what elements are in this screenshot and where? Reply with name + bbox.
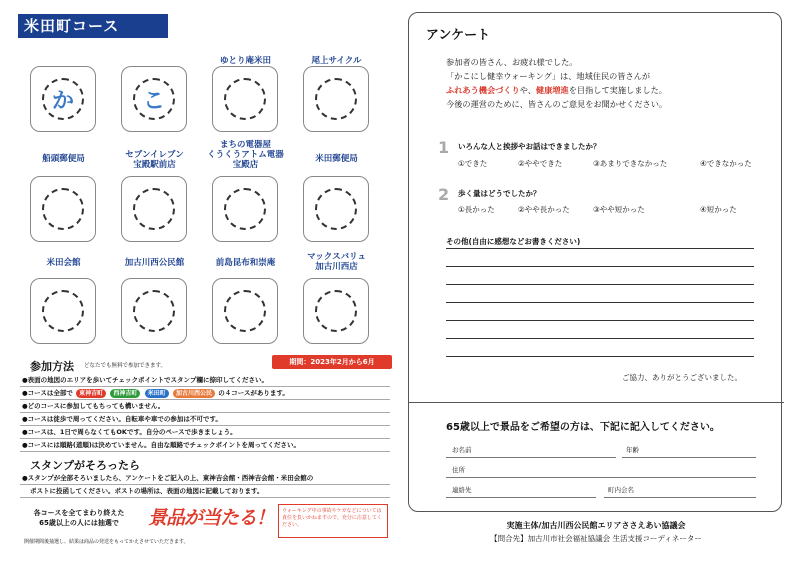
town-field[interactable] bbox=[604, 497, 756, 498]
question-1-number: 1 bbox=[438, 138, 450, 157]
question-2-number: 2 bbox=[438, 185, 450, 204]
rule-1: ●表面の地図のエリアを歩いてチェックポイントでスタンプ欄に捺印してください。 bbox=[20, 374, 390, 387]
comment-line[interactable] bbox=[446, 338, 754, 339]
phone-label: 連絡先 bbox=[452, 486, 472, 494]
name-label: お名前 bbox=[452, 446, 472, 454]
checkpoint-grid bbox=[26, 52, 376, 352]
rule-2-post: の４コースがあります。 bbox=[218, 389, 289, 397]
prize-eligibility: 各コースを全てまわり終えた 65歳以上の人には抽選で bbox=[33, 509, 125, 527]
stamp-circle bbox=[224, 290, 266, 332]
stamp-box bbox=[121, 66, 187, 132]
stamp-box bbox=[30, 176, 96, 242]
entry-form-intro: 65歳以上で景品をご希望の方は、下記に記入してください。 bbox=[446, 422, 720, 433]
stamp-box bbox=[212, 278, 278, 344]
stamp-character: か bbox=[51, 88, 74, 114]
stamps-complete-title: スタンプがそろったら bbox=[30, 459, 140, 472]
intro-red-2: 健康増進 bbox=[535, 85, 569, 95]
town-label: 町内会名 bbox=[608, 486, 634, 494]
stamp-circle bbox=[42, 78, 84, 120]
organizer: 実施主体/加古川西公民館エリアささえあい協議会 bbox=[506, 521, 686, 530]
stamp-character: こ bbox=[142, 88, 165, 114]
prize-headline: 景品が当たる！ bbox=[148, 507, 275, 529]
rule-5: ●コースは、1日で周らなくてもOKです。自分のペースで歩きましょう。 bbox=[20, 426, 390, 439]
rule-3: ●どのコースに参加してもちっても構いません。 bbox=[20, 400, 390, 413]
q1-option-4[interactable]: ④できなかった bbox=[700, 159, 752, 168]
checkpoint-label: 米田会館 bbox=[46, 258, 81, 268]
address-label: 住所 bbox=[452, 466, 465, 474]
stamp-circle bbox=[315, 290, 357, 332]
intro-line-3 bbox=[446, 83, 776, 97]
stamp-circle bbox=[133, 78, 175, 120]
rule-6: ●コースには順路(道順)は決めていません。自由な順路でチェックポイントを周ってください。 bbox=[20, 439, 390, 452]
checkpoint-label: ゆとり庵米田 bbox=[219, 56, 271, 66]
stamp-circle bbox=[42, 188, 84, 230]
checkpoint-label: 船頭郵便局 bbox=[42, 154, 85, 164]
tag-kakogawa-nishi: 加古川西公民 bbox=[173, 389, 215, 398]
comment-line[interactable] bbox=[446, 248, 754, 249]
phone-field[interactable] bbox=[446, 497, 596, 498]
checkpoint-label: 加古川西公民館 bbox=[124, 258, 185, 268]
age-field[interactable] bbox=[622, 457, 756, 458]
stamp-box bbox=[30, 66, 96, 132]
section-divider bbox=[408, 402, 784, 403]
q2-option-4[interactable]: ④短かった bbox=[700, 205, 737, 214]
tag-higashi-kanki: 東神吉町 bbox=[76, 389, 106, 398]
checkpoint-label: 前島昆布和崇庵 bbox=[215, 258, 276, 268]
q2-option-3[interactable]: ③やや短かった bbox=[593, 205, 645, 214]
checkpoint-label: マックスバリュ 加古川西店 bbox=[307, 252, 366, 272]
stamp-box bbox=[212, 176, 278, 242]
intro-red-1: ふれあう機会づくり bbox=[446, 85, 520, 95]
stamps-line-2: ポストに投函してください。ポストの場所は、表面の地図に記載しております。 bbox=[20, 485, 390, 498]
comment-line[interactable] bbox=[446, 266, 754, 267]
q2-option-2[interactable]: ②やや長かった bbox=[518, 205, 570, 214]
stamp-box bbox=[30, 278, 96, 344]
comment-line[interactable] bbox=[446, 320, 754, 321]
stamp-circle bbox=[315, 188, 357, 230]
stamp-circle bbox=[133, 188, 175, 230]
stamp-circle bbox=[133, 290, 175, 332]
comment-line[interactable] bbox=[446, 284, 754, 285]
rule-4: ●コースは徒歩で周ってください。自転車や車での参加は不可です。 bbox=[20, 413, 390, 426]
q1-option-1[interactable]: ①できた bbox=[458, 159, 488, 168]
question-2-text: 歩く量はどうでしたか？ bbox=[458, 189, 541, 198]
period-badge: 期間：2023年2月から6月 bbox=[272, 355, 392, 369]
intro-line-4: 今後の運営のために、皆さんのご意見をお聞かせください。 bbox=[446, 99, 668, 109]
q1-option-3[interactable]: ③あまりできなかった bbox=[593, 159, 668, 168]
checkpoint-label: 米田郵便局 bbox=[315, 154, 358, 164]
checkpoint-label: 尾上サイクル bbox=[311, 56, 362, 66]
q1-option-2[interactable]: ②ややできた bbox=[518, 159, 563, 168]
checkpoint-label: まちの電器屋 くうくうアトム電器 宝殿店 bbox=[207, 140, 284, 170]
course-title: 米田町コース bbox=[18, 14, 168, 38]
participation-note: どなたでも無料で参加できます。 bbox=[84, 363, 167, 369]
stamps-line-1: ●スタンプが全部そろいましたら、アンケートをご記入の上、東神吉会館・西神吉会館・米田会館の bbox=[20, 472, 390, 485]
rule-2 bbox=[20, 387, 390, 400]
stamp-box bbox=[303, 66, 369, 132]
survey-title: アンケート bbox=[425, 28, 491, 43]
intro-line-1: 参加者の皆さん、お疲れ様でした。 bbox=[446, 57, 578, 67]
address-field[interactable] bbox=[446, 477, 756, 478]
comment-line[interactable] bbox=[446, 302, 754, 303]
stamp-circle bbox=[224, 188, 266, 230]
rule-2-pre: ●コースは全部で bbox=[22, 389, 73, 397]
intro-line-2: 「かこにし健幸ウォーキング」は、地域住民の皆さんが bbox=[446, 71, 651, 81]
stamp-box bbox=[121, 278, 187, 344]
thanks-text: ご協力、ありがとうございました。 bbox=[622, 373, 742, 382]
age-label: 年齢 bbox=[626, 446, 639, 454]
stamp-circle bbox=[42, 290, 84, 332]
stamp-box bbox=[303, 278, 369, 344]
contact-info: 【問合先】加古川市社会福祉協議会 生活支援コーディネーター bbox=[490, 534, 702, 543]
q2-option-1[interactable]: ①長かった bbox=[458, 205, 495, 214]
stamp-circle bbox=[315, 78, 357, 120]
tag-yoneda: 米田町 bbox=[145, 389, 169, 398]
survey-intro bbox=[446, 55, 776, 111]
safety-notice: ウォーキング中の事故やケガなどについては責任を負いかねますので、充分に注意してください。 bbox=[278, 504, 388, 538]
comments-label: その他(自由に感想などお書きください) bbox=[446, 237, 581, 246]
name-field[interactable] bbox=[446, 457, 616, 458]
intro-post: を目指して実施しました。 bbox=[568, 85, 667, 95]
stamp-circle bbox=[224, 78, 266, 120]
stamp-box bbox=[212, 66, 278, 132]
tag-nishi-kanki: 西神吉町 bbox=[110, 389, 140, 398]
intro-mid: や、 bbox=[519, 85, 536, 95]
participation-title: 参加方法 bbox=[30, 360, 74, 373]
comment-line[interactable] bbox=[446, 356, 754, 357]
question-1-text: いろんな人と挨拶やお話はできましたか？ bbox=[458, 142, 601, 151]
checkpoint-label: セブンイレブン 宝殿駅前店 bbox=[125, 150, 184, 170]
stamp-box bbox=[303, 176, 369, 242]
draw-note: 開催期間後抽選し、結果は商品の発送をもってかえさせていただきます。 bbox=[24, 539, 189, 545]
stamp-box bbox=[121, 176, 187, 242]
